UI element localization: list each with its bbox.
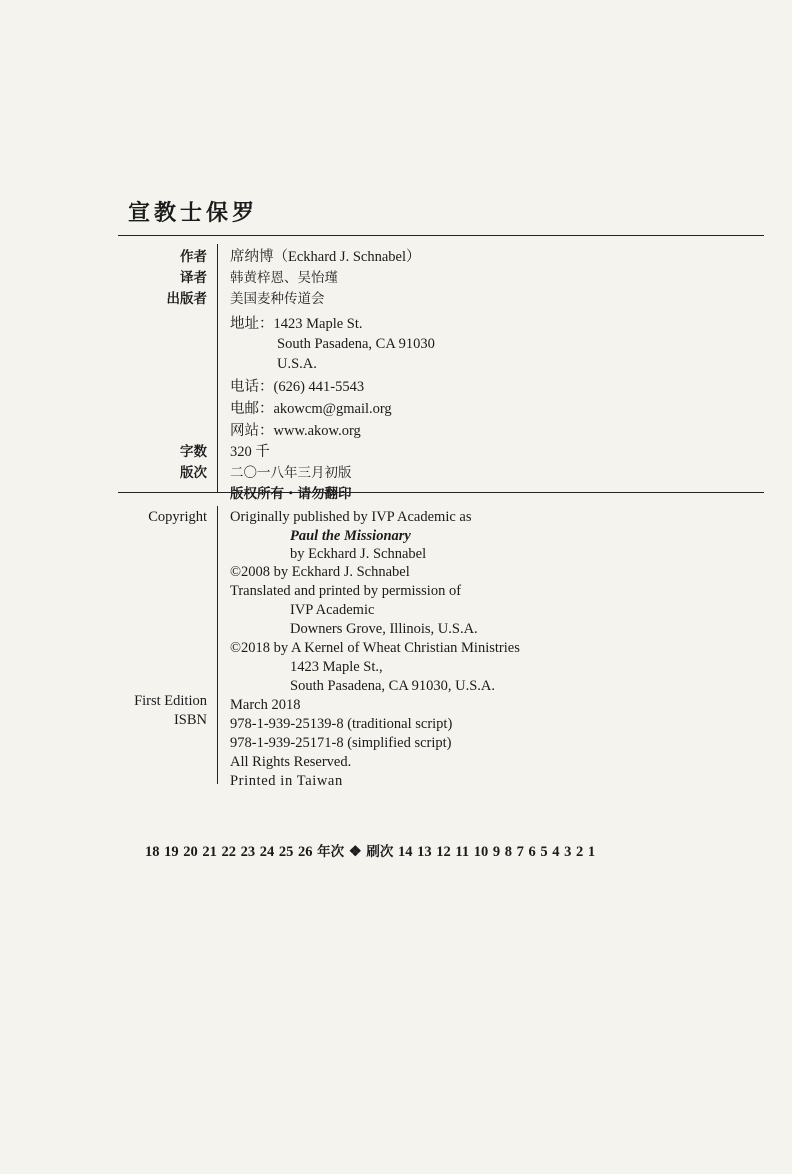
print-numbers: 14 13 12 11 10 9 8 7 6 5 4 3 2 1 — [398, 844, 596, 860]
first-edition-label: First Edition — [134, 693, 207, 709]
isbn-label: ISBN — [173, 712, 207, 728]
print-label: 刷次 — [366, 844, 394, 860]
top-divider — [118, 235, 764, 236]
print-years: 18 19 20 21 22 23 24 25 26 — [145, 844, 313, 860]
phone-value: 电话：(626) 441-5543 — [230, 379, 365, 395]
column-divider-chinese — [217, 244, 218, 492]
copyright-label: Copyright — [148, 509, 207, 525]
printed-in: Printed in Taiwan — [230, 773, 343, 789]
copyright-translation: ©2018 by A Kernel of Wheat Christian Ministries — [230, 640, 520, 656]
author-value: 席纳博（Eckhard J. Schnabel） — [230, 249, 421, 265]
translator-value: 韩黄梓恩、吴怡瑾 — [230, 270, 338, 286]
publisher-label: 出版者 — [166, 291, 207, 307]
isbn-traditional: 978-1-939-25139-8 (traditional script) — [230, 716, 453, 732]
rights-chinese: 版权所有・请勿翻印 — [230, 486, 352, 502]
publisher-value: 美国麦种传道会 — [230, 291, 325, 307]
translator-label: 译者 — [180, 270, 207, 286]
translated-line: Translated and printed by permission of — [230, 583, 462, 599]
author-label: 作者 — [180, 249, 207, 265]
address-street: 地址：1423 Maple St. — [230, 316, 363, 332]
address-country: U.S.A. — [277, 356, 317, 372]
word-count-label: 字数 — [180, 444, 207, 460]
word-count-value: 320 千 — [230, 444, 270, 460]
middle-divider — [118, 492, 764, 493]
email-value: 电邮：akowcm@gmail.org — [230, 401, 392, 417]
rights-english: All Rights Reserved. — [230, 754, 352, 770]
website-value: 网站：www.akow.org — [230, 423, 361, 439]
original-author: by Eckhard J. Schnabel — [290, 546, 427, 562]
edition-value: 二〇一八年三月初版 — [230, 465, 352, 481]
ivp-name: IVP Academic — [290, 602, 375, 618]
book-title: 宣教士保罗 — [128, 200, 259, 226]
original-title: Paul the Missionary — [290, 528, 411, 544]
edition-label: 版次 — [180, 465, 207, 481]
column-divider-english — [217, 506, 218, 784]
kernel-city: South Pasadena, CA 91030, U.S.A. — [290, 678, 496, 694]
copyright-original: ©2008 by Eckhard J. Schnabel — [230, 564, 410, 580]
address-city: South Pasadena, CA 91030 — [277, 336, 435, 352]
ivp-location: Downers Grove, Illinois, U.S.A. — [290, 621, 478, 637]
kernel-street: 1423 Maple St., — [290, 659, 383, 675]
isbn-simplified: 978-1-939-25171-8 (simplified script) — [230, 735, 452, 751]
separator-icon: ❖ — [348, 844, 362, 860]
published-line: Originally published by IVP Academic as — [230, 509, 472, 525]
first-edition-value: March 2018 — [230, 697, 301, 713]
year-label: 年次 — [317, 844, 345, 860]
printing-line — [145, 840, 765, 861]
